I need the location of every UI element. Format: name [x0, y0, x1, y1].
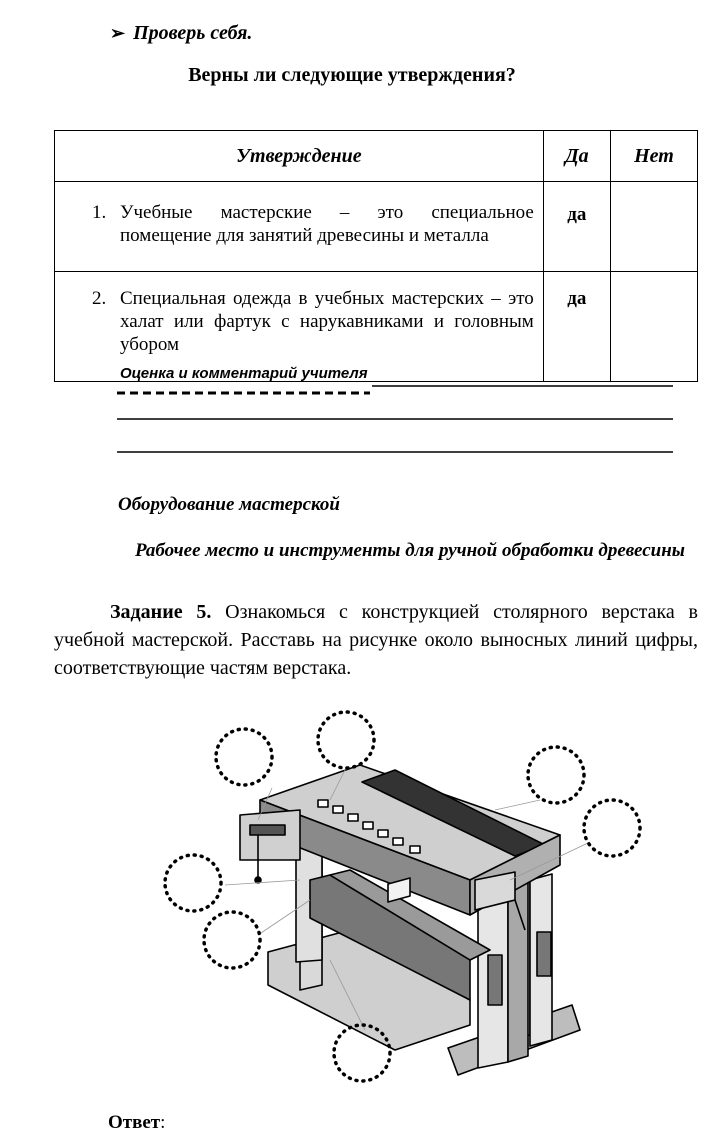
header-no: Нет	[610, 131, 697, 182]
header-statement: Утверждение	[55, 131, 544, 182]
arrow-bullet-icon: ➢	[110, 23, 126, 43]
answer-word: Ответ	[108, 1112, 161, 1133]
yes-cell[interactable]: да	[543, 272, 610, 382]
statement-text: Учебные мастерские – это специальное помещение для занятий древесины и металла	[120, 202, 534, 246]
callout-circle[interactable]	[318, 712, 374, 768]
header-yes: Да	[543, 131, 610, 182]
statement-number: 1.	[92, 202, 107, 223]
callout-circle[interactable]	[584, 800, 640, 856]
question-heading: Верны ли следующие утверждения?	[188, 64, 516, 86]
statement-text: Специальная одежда в учебных мастерских – это халат или фартук с нарукавниками и головным убором	[120, 288, 534, 355]
answer-label	[108, 1112, 165, 1134]
equipment-heading: Оборудование мастерской	[118, 494, 340, 515]
callout-circle[interactable]	[204, 912, 260, 968]
teacher-comment-label: Оценка и комментарий учителя	[120, 365, 368, 382]
check-yourself-text: Проверь себя.	[133, 22, 253, 44]
statement-number: 2.	[92, 288, 107, 309]
workplace-heading: Рабочее место и инструменты для ручной обработки древесины	[135, 540, 685, 561]
task-label: Задание 5.	[110, 601, 212, 623]
yes-cell[interactable]: да	[543, 182, 610, 272]
callout-circle[interactable]	[165, 855, 221, 911]
answer-colon: :	[160, 1112, 166, 1133]
callout-circle[interactable]	[528, 747, 584, 803]
callout-circle[interactable]	[216, 729, 272, 785]
task-text: Ознакомься с конструкцией столярного верстака в учебной мастерской. Расставь на рисунке около выносных линий цифры, соответствующие частям верстака.	[54, 601, 698, 679]
